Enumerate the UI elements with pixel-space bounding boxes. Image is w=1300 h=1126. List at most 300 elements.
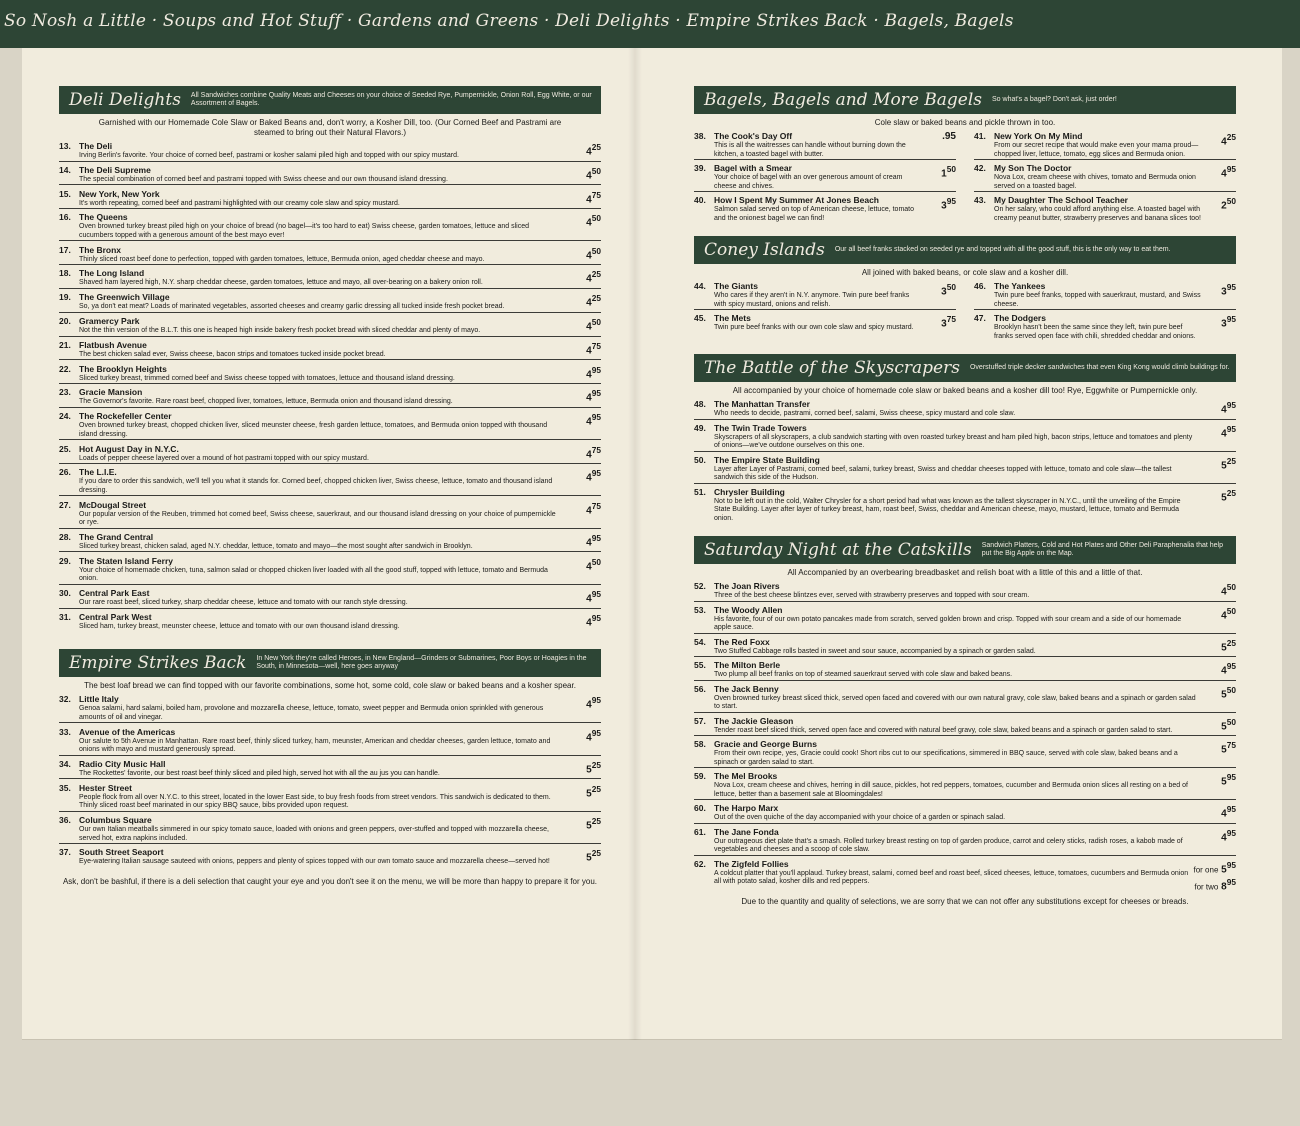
- item-description: Your choice of bagel with an over generous amount of cream cheese and chives.: [714, 174, 903, 190]
- item-name: The Bronx: [79, 244, 122, 255]
- price-for-one: [1193, 859, 1236, 876]
- item-name: The Grand Central: [79, 531, 154, 542]
- price-cents: 25: [591, 293, 601, 304]
- item-price: [1221, 605, 1236, 622]
- item-number: 19.: [59, 292, 71, 303]
- item-description: Oven browned turkey breast sliced thick, served open faced and covered with our own natural gravy, cole slaw, baked beans and a spinach or garden salad to start.: [714, 694, 1196, 710]
- price-dollars: 4: [586, 217, 592, 229]
- item-name: The Empire State Building: [714, 454, 820, 465]
- price-cents: 95: [1226, 827, 1236, 838]
- price-dollars: 4: [1221, 831, 1227, 843]
- section-intro: The best loaf bread we can find topped with our favorite combinations, some hot, some cold, cole slaw or baked beans and a kosher spear.: [84, 681, 576, 691]
- item-price: [1221, 739, 1236, 756]
- price-cents: 25: [1226, 637, 1236, 648]
- price-dollars: 5: [1221, 776, 1227, 788]
- item-description: Twin pure beef franks, topped with sauerkraut, mustard, and Swiss cheese.: [994, 292, 1201, 308]
- menu-item: [694, 827, 1236, 856]
- price-dollars: 5: [1221, 720, 1227, 732]
- menu-item: [694, 195, 956, 223]
- price-dollars: 4: [586, 392, 592, 404]
- item-list: [694, 581, 1236, 893]
- section-title: Saturday Night at the Catskills: [704, 540, 972, 560]
- item-description: Two Stuffed Cabbage rolls basted in sweet and sour sauce, accompanied by a spinach or garden salad.: [714, 647, 1036, 655]
- section-intro: All Accompanied by an overbearing breadbasket and relish boat with a little of this and a little of that.: [787, 568, 1143, 577]
- price-cents: 95: [1226, 164, 1236, 174]
- item-name: The Zigfeld Follies: [714, 858, 789, 869]
- menu-item: [59, 387, 601, 408]
- item-name: Flatbush Avenue: [79, 339, 147, 350]
- price-dollars: 4: [586, 297, 592, 309]
- item-description: Skyscrapers of all skyscrapers, a club sandwich starting with oven roasted turkey breast and ham piled high, bacon strips, lettuce and tomatoes and plenty of onions—we've outdone ourselves on this one.: [714, 433, 1193, 449]
- item-number: 51.: [694, 486, 706, 497]
- menu-item: [694, 684, 1236, 713]
- item-description: Twin pure beef franks with our own cole slaw and spicy mustard.: [714, 324, 914, 331]
- item-description: The best chicken salad ever, Swiss cheese, bacon strips and tomatoes tucked inside pocket bread.: [79, 350, 386, 358]
- item-number: 25.: [59, 443, 71, 454]
- price-cents: 95: [1226, 804, 1236, 814]
- item-description: Out of the oven quiche of the day accompanied with your choice of a garden or spinach salad.: [714, 814, 1006, 821]
- item-name: My Daughter The School Teacher: [994, 195, 1128, 205]
- price-dollars: 3: [941, 200, 947, 212]
- item-description: Loads of pepper cheese layered over a mound of hot pastrami topped with our spicy mustard.: [79, 454, 369, 462]
- price-cents: 75: [1226, 740, 1236, 750]
- item-description: Sliced turkey breast, chicken salad, aged N.Y. cheddar, lettuce, tomato and mayo—the most sought after sandwich in Brooklyn.: [79, 542, 473, 550]
- price-dollars: 4: [1221, 404, 1227, 416]
- item-number: 37.: [59, 847, 71, 858]
- price-cents: 95: [946, 196, 956, 206]
- item-description: Who needs to decide, pastrami, corned beef, salami, Swiss cheese, spicy mustard and cole slaw.: [714, 410, 1016, 417]
- menu-item: [59, 212, 601, 241]
- item-name: Chrysler Building: [714, 486, 785, 497]
- price-dollars: 5: [586, 820, 592, 832]
- item-number: 45.: [694, 313, 706, 323]
- item-number: 40.: [694, 195, 706, 205]
- price-dollars: 4: [586, 472, 592, 484]
- menu-item: [694, 716, 1236, 737]
- item-price: [1221, 131, 1236, 148]
- item-number: 53.: [694, 604, 706, 615]
- price-dollars: 4: [586, 345, 592, 357]
- item-name: The Jack Benny: [714, 683, 779, 694]
- item-price: [1221, 660, 1236, 677]
- item-price: [586, 759, 601, 776]
- price-dollars: 5: [1221, 688, 1227, 700]
- item-price: [586, 387, 601, 404]
- price-dollars: 5: [1221, 459, 1227, 471]
- item-description: Thinly sliced roast beef done to perfection, topped with garden tomatoes, lettuce, Bermuda onion, aged cheddar cheese and mayo.: [79, 255, 485, 263]
- item-number: 21.: [59, 339, 71, 350]
- item-number: 44.: [694, 281, 706, 291]
- price-dollars: 5: [1221, 744, 1227, 756]
- item-description: On her salary, who could afford anything else. A toasted bagel with creamy peanut butter, strawberry preserves and banana slices too!: [994, 206, 1201, 222]
- price-dollars: 4: [586, 416, 592, 428]
- price-cents: 75: [591, 340, 601, 351]
- menu-item: [694, 660, 1236, 681]
- price-dollars: 4: [1221, 808, 1227, 820]
- price-cents: 25: [591, 759, 601, 770]
- menu-item: [694, 313, 956, 333]
- menu-item: [59, 165, 601, 186]
- item-number: 31.: [59, 611, 71, 622]
- item-price: [1221, 281, 1236, 298]
- item-number: 33.: [59, 726, 71, 737]
- item-description: The Governor's favorite. Rare roast beef, chopped liver, tomatoes, lettuce, Bermuda onion and thousand island dressing.: [79, 398, 453, 406]
- price-cents: 25: [591, 269, 601, 280]
- price-dollars: 4: [586, 448, 592, 460]
- item-description: If you dare to order this sandwich, we'll tell you what it stands for. Corned beef, chopped chicken liver, Swiss cheese, lettuce, tomato and thousand island dressing.: [79, 478, 553, 494]
- item-list-right: [974, 131, 1236, 223]
- section-header: [694, 236, 1236, 264]
- item-number: 52.: [694, 581, 706, 591]
- section-header: [694, 86, 1236, 114]
- item-number: 26.: [59, 467, 71, 478]
- price-dollars: 4: [1221, 586, 1227, 598]
- menu-item: [694, 163, 956, 192]
- item-name: The Long Island: [79, 268, 145, 279]
- price-dollars: 5: [1221, 491, 1227, 503]
- price-cents: 50: [591, 317, 601, 328]
- section-description: So what's a bagel? Don't ask, just order!: [992, 95, 1117, 103]
- item-price: [586, 532, 601, 549]
- item-number: 36.: [59, 815, 71, 826]
- item-name: The Brooklyn Heights: [79, 363, 167, 374]
- item-description: Oven browned turkey breast, chopped chicken liver, sliced meunster cheese, fresh garden lettuce, tomatoes, and Bermuda onion topped with thousand island dressing.: [79, 422, 548, 438]
- price-cents: 25: [1226, 455, 1236, 466]
- price-cents: 75: [591, 189, 601, 200]
- item-description: Three of the best cheese blintzes ever, served with strawberry preserves and topped with sour cream.: [714, 592, 1030, 599]
- item-number: 32.: [59, 694, 71, 705]
- item-number: 62.: [694, 858, 706, 869]
- item-number: 61.: [694, 826, 706, 837]
- item-name: The Giants: [714, 281, 758, 291]
- section-coney-islands: [694, 236, 1236, 341]
- item-price: [586, 245, 601, 262]
- section-title: The Battle of the Skyscrapers: [704, 358, 960, 378]
- price-dollars: 8: [1221, 881, 1227, 893]
- price-dollars: 4: [586, 731, 592, 743]
- price-cents: 50: [1226, 684, 1236, 695]
- section-intro: Cole slaw or baked beans and pickle thrown in too.: [874, 118, 1056, 127]
- price-cents: 50: [591, 556, 601, 567]
- menu-item: [59, 292, 601, 313]
- menu-item: [59, 467, 601, 496]
- price-cents: 75: [946, 314, 956, 324]
- menu-item: [59, 316, 601, 337]
- item-name: The Yankees: [994, 281, 1046, 291]
- price-cents: 25: [591, 783, 601, 794]
- item-description: Layer after Layer of Pastrami, corned beef, salami, turkey breast, Swiss and cheddar cheeses topped with lettuce, tomato and cole slaw—the tallest sandwich this side of the Hudson.: [714, 465, 1172, 481]
- price-cents: 95: [591, 532, 601, 543]
- item-number: 57.: [694, 715, 706, 726]
- price-cents: 95: [591, 468, 601, 479]
- menu-item: [694, 423, 1236, 452]
- item-description: From our secret recipe that would make even your mama proud—chopped liver, lettuce, tomato, egg slices and Bermuda onion.: [994, 142, 1199, 158]
- price-cents: 25: [591, 816, 601, 827]
- price-cents: 95: [1226, 876, 1236, 887]
- price-cents: 95: [591, 589, 601, 600]
- price-dollars: 4: [586, 699, 592, 711]
- item-price: [1221, 423, 1236, 440]
- item-number: 56.: [694, 683, 706, 694]
- menu-item: [694, 581, 1236, 602]
- menu-item: [694, 803, 1236, 824]
- item-price: [1221, 195, 1236, 212]
- item-description: Salmon salad served on top of American cheese, lettuce, tomato and the onionest bagel we can find!: [714, 206, 915, 222]
- item-price: [586, 212, 601, 229]
- price-cents: 50: [1226, 196, 1236, 206]
- price-dollars: 5: [586, 764, 592, 776]
- section-title: Bagels, Bagels and More Bagels: [704, 90, 983, 110]
- price-label: for two: [1194, 882, 1219, 892]
- item-name: Avenue of the Americas: [79, 726, 176, 737]
- item-number: 55.: [694, 660, 706, 670]
- item-price: [941, 281, 956, 298]
- item-number: 28.: [59, 531, 71, 542]
- price-cents: 95: [591, 695, 601, 706]
- item-price: [586, 588, 601, 605]
- menu-item: [59, 141, 601, 162]
- item-price: [586, 141, 601, 158]
- item-price: [1221, 163, 1236, 180]
- item-name: Gracie and George Burns: [714, 739, 817, 749]
- price-dollars: 3: [941, 286, 947, 298]
- section-header: [694, 536, 1236, 564]
- price-cents: 50: [1226, 605, 1236, 616]
- menu-item: [59, 411, 601, 440]
- item-price: [941, 195, 956, 212]
- menu-item: [59, 364, 601, 385]
- menu-item: [59, 532, 601, 553]
- item-name: The Woody Allen: [714, 604, 783, 615]
- item-number: 60.: [694, 803, 706, 813]
- price-dollars: 2: [1221, 200, 1227, 212]
- price-cents: 50: [591, 165, 601, 176]
- price-for-two: [1193, 876, 1236, 893]
- item-price: [941, 163, 956, 180]
- right-panel: [694, 86, 1236, 920]
- item-name: New York On My Mind: [994, 131, 1083, 141]
- item-price: [586, 444, 601, 461]
- item-price: [586, 292, 601, 309]
- price-dollars: 4: [586, 593, 592, 605]
- price-cents: 25: [1226, 487, 1236, 498]
- section-description: Overstuffed triple decker sandwiches that even King Kong would climb buildings for.: [969, 363, 1230, 371]
- item-name: The Harpo Marx: [714, 803, 779, 813]
- menu-item: [694, 771, 1236, 800]
- item-number: 46.: [974, 281, 986, 291]
- item-price: [1221, 637, 1236, 654]
- price-cents: 75: [591, 500, 601, 511]
- item-price: [586, 847, 601, 864]
- menu-item: [59, 612, 601, 632]
- price-cents: 95: [1226, 661, 1236, 671]
- price-dollars: 4: [586, 537, 592, 549]
- menu-item: [974, 313, 1236, 341]
- item-name: Central Park West: [79, 611, 152, 622]
- price-dollars: 4: [1221, 136, 1227, 148]
- item-description: This is all the waitresses can handle without burning down the kitchen, a toasted bagel with butter.: [714, 142, 906, 158]
- section-header: [694, 354, 1236, 382]
- item-description: Your choice of homemade chicken, tuna, salmon salad or chopped chicken liver loaded with all the good stuff, topped with lettuce, tomato and Bermuda onion.: [79, 566, 548, 583]
- item-price: [1221, 313, 1236, 330]
- menu-item: [694, 605, 1236, 634]
- section-header: [59, 86, 601, 114]
- item-name: The Rockefeller Center: [79, 411, 172, 422]
- item-price: [586, 815, 601, 832]
- item-name: South Street Seaport: [79, 847, 164, 858]
- item-description: People flock from all over N.Y.C. to this street, located in the lower East side, to buy fresh foods from street vendors. This sandwich is dedicated to them. Thinly sliced roast beef marinated in our spicy BBQ sauce, bibs provided upon request.: [79, 793, 551, 810]
- item-description: Eye-watering Italian sausage sauteed with onions, peppers and plenty of spices topped with our own tomato sauce and mozzarella cheese—served hot!: [79, 858, 550, 866]
- section-header: [59, 649, 601, 677]
- price-dollars: 4: [1221, 427, 1227, 439]
- item-name: The Staten Island Ferry: [79, 555, 173, 566]
- price-dollars: 5: [1221, 863, 1227, 875]
- item-description: So, ya don't eat meat? Loads of marinated vegetables, assorted cheeses and creamy garlic dressing all tucked inside fresh pocket bread.: [79, 303, 505, 311]
- price-cents: 25: [591, 848, 601, 859]
- section-bagels: [694, 86, 1236, 223]
- price-dollars: 4: [1221, 609, 1227, 621]
- price-dollars: 5: [586, 852, 592, 864]
- item-number: 24.: [59, 411, 71, 422]
- item-price: [1221, 581, 1236, 598]
- price-dollars: 4: [586, 170, 592, 182]
- item-number: 49.: [694, 422, 706, 433]
- item-price: [942, 131, 956, 143]
- item-description: Nova Lox, cream cheese with chives, tomato and Bermuda onion served on a toasted bagel.: [994, 174, 1196, 190]
- section-note: Due to the quantity and quality of selections, we are sorry that we can not offer any substitutions except for cheeses or breads.: [741, 896, 1189, 906]
- section-description: All Sandwiches combine Quality Meats and Cheeses on your choice of Seeded Rye, Pumpernickle, Onion Roll, Egg White, or our Assortment of Bagels.: [190, 91, 592, 107]
- item-name: The Jackie Gleason: [714, 715, 794, 726]
- item-number: 30.: [59, 588, 71, 599]
- item-price: [586, 727, 601, 744]
- item-list: [59, 141, 601, 631]
- item-price: [1221, 716, 1236, 733]
- price-dollars: 4: [1221, 665, 1227, 677]
- item-number: 48.: [694, 399, 706, 409]
- two-column-list: [694, 131, 1236, 223]
- item-price: [586, 500, 601, 517]
- price-dollars: 4: [586, 321, 592, 333]
- menu-item: [59, 759, 601, 780]
- price-cents: 50: [1226, 582, 1236, 592]
- item-name: The Jane Fonda: [714, 826, 779, 837]
- item-name: The Red Foxx: [714, 636, 770, 647]
- center-fold: [628, 48, 642, 1040]
- item-name: Hester Street: [79, 782, 132, 793]
- item-price: [586, 316, 601, 333]
- item-description: Our salute to 5th Avenue in Manhattan. Rare roast beef, thinly sliced turkey, ham, meunster, American and cheddar cheeses, garden lettuce, tomato and onions with mayo and mustard generously spread.: [79, 737, 551, 754]
- price-cents: 95: [1226, 859, 1236, 870]
- item-price: [586, 612, 601, 629]
- item-number: 34.: [59, 758, 71, 769]
- left-panel: [59, 86, 601, 887]
- section-intro: All accompanied by your choice of homemade cole slaw or baked beans and a kosher dill too! Rye, Eggwhite or Pumpernickle only.: [732, 386, 1198, 395]
- item-name: My Son The Doctor: [994, 163, 1072, 173]
- section-title: Empire Strikes Back: [69, 653, 247, 674]
- menu-item: [694, 281, 956, 310]
- item-number: 54.: [694, 636, 706, 647]
- item-number: 23.: [59, 387, 71, 398]
- price-dollars: 5: [586, 788, 592, 800]
- price-cents: 25: [591, 142, 601, 152]
- price-cents: 50: [946, 282, 956, 292]
- item-price: [586, 364, 601, 381]
- item-name: The Manhattan Transfer: [714, 399, 810, 409]
- item-price: [586, 165, 601, 182]
- item-number: 16.: [59, 212, 71, 223]
- item-price: [586, 694, 601, 711]
- item-number: 18.: [59, 268, 71, 279]
- item-name: The Greenwich Village: [79, 292, 170, 303]
- price-cents: 95: [591, 412, 601, 423]
- item-price: [1221, 399, 1236, 416]
- section-intro: All joined with baked beans, or cole slaw and a kosher dill.: [861, 268, 1069, 277]
- section-title: Coney Islands: [704, 240, 825, 260]
- menu-item: [694, 637, 1236, 658]
- top-banner: [0, 0, 1300, 48]
- menu-item: [59, 727, 601, 756]
- price-dollars: 4: [1221, 168, 1227, 180]
- menu-item: [59, 245, 601, 266]
- item-price: [1221, 455, 1236, 472]
- item-price: [941, 313, 956, 330]
- price-dollars: 4: [586, 504, 592, 516]
- item-description: His favorite, four of our own potato pancakes made from scratch, served golden brown and crisp. Topped with sour cream and a side of our homemade apple sauce.: [714, 615, 1182, 631]
- item-description: Not the thin version of the B.L.T. this one is heaped high inside bakery fresh pocket bread with sliced cheddar and plenty of mayo.: [79, 327, 481, 335]
- section-empire-strikes-back: [59, 649, 601, 886]
- section-skyscrapers: [694, 354, 1236, 523]
- item-description: Genoa salami, hard salami, boiled ham, provolone and mozzarella cheese, lettuce, tomato, sweet pepper and Bermuda onion sprinkled with generous amounts of oil and vinegar.: [79, 705, 544, 721]
- item-description: Sliced ham, turkey breast, meunster cheese, lettuce and tomato with our own thousand island dressing.: [79, 622, 400, 630]
- menu-item: [694, 399, 1236, 420]
- price-dollars: 1: [941, 168, 947, 180]
- item-list-left: [694, 281, 956, 341]
- section-deli-delights: [59, 86, 601, 631]
- price-dollars: 4: [586, 193, 592, 205]
- price-cents: 95: [591, 612, 601, 623]
- item-number: 41.: [974, 131, 986, 141]
- price-cents: 95: [1226, 282, 1236, 292]
- price-dollars: 4: [586, 146, 592, 158]
- item-price: [1221, 803, 1236, 820]
- item-number: 17.: [59, 244, 71, 255]
- price-cents: 50: [1226, 716, 1236, 727]
- price-label: for one: [1193, 864, 1219, 874]
- item-name: Bagel with a Smear: [714, 163, 792, 173]
- item-name: Little Italy: [79, 694, 119, 705]
- item-description: Our rare roast beef, sliced turkey, sharp cheddar cheese, lettuce and tomato with our ranch style dressing.: [79, 599, 408, 607]
- menu-item: [59, 500, 601, 529]
- item-name: The Milton Berle: [714, 660, 781, 670]
- item-name: Central Park East: [79, 588, 150, 599]
- item-list: [59, 694, 601, 866]
- item-description: Our popular version of the Reuben, trimmed hot corned beef, Swiss cheese, sauerkraut, and our thousand island dressing on your choice of pumpernickle or rye.: [79, 510, 556, 527]
- price-dollars: 4: [586, 273, 592, 285]
- item-description: It's worth repeating, corned beef and pastrami highlighted with our creamy cole slaw and spicy mustard.: [79, 199, 400, 207]
- item-description: Shaved ham layered high, N.Y. sharp cheddar cheese, garden tomatoes, lettuce and mayo, all over-bearing on a bakery onion roll.: [79, 279, 483, 287]
- menu-item: [59, 444, 601, 465]
- item-list-left: [694, 131, 956, 223]
- menu-item: [974, 131, 1236, 160]
- item-number: 22.: [59, 363, 71, 374]
- item-description: A coldcut platter that you'll applaud. Turkey breast, salami, corned beef and roast beef, sliced cheeses, lettuce, tomatoes, cucumbers and Bermuda onion all with potato salad, kosher dills and red peppers.: [714, 869, 1189, 885]
- menu-item: [974, 195, 1236, 223]
- menu-item: [59, 340, 601, 361]
- price-cents: 75: [591, 444, 601, 455]
- item-name: Gramercy Park: [79, 316, 140, 327]
- price-cents: 95: [1226, 400, 1236, 410]
- item-description: Tender roast beef sliced thick, served open face and covered with natural beef gravy, cole slaw, baked beans and a spinach or garden salad to start.: [714, 726, 1173, 734]
